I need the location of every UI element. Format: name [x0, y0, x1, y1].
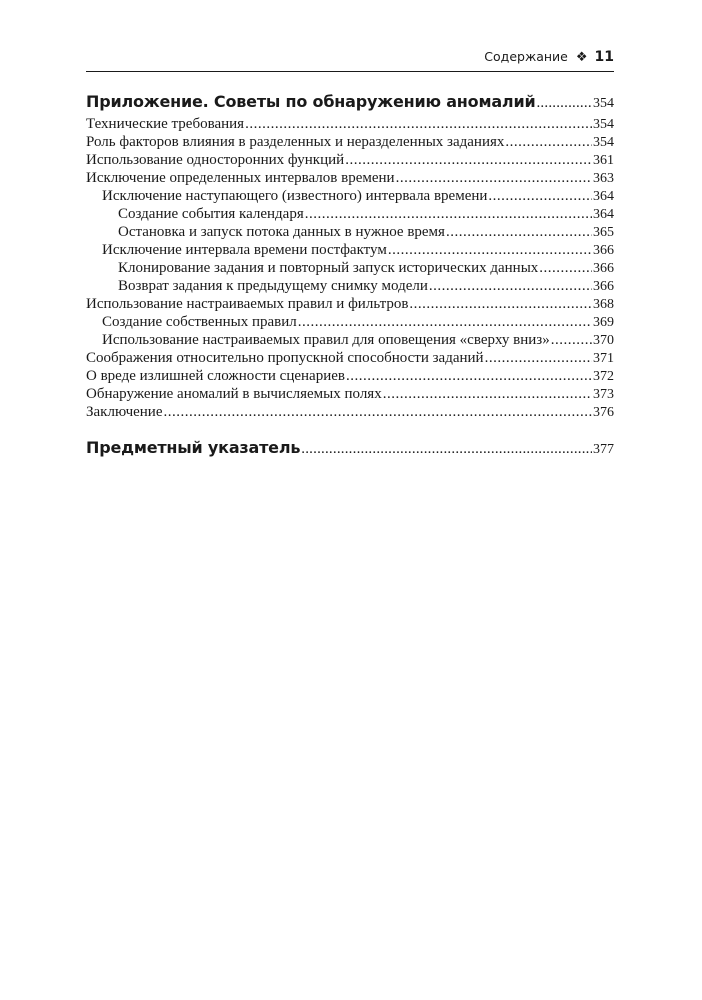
toc-entry-subsub[interactable]: [118, 224, 614, 241]
toc-entry-page: 370: [593, 333, 614, 348]
header-rule: [86, 71, 614, 72]
toc-entry-page: 373: [593, 387, 614, 402]
toc-entry[interactable]: [86, 350, 614, 367]
toc-entry-page: 366: [593, 243, 614, 258]
dot-leader: [536, 95, 592, 112]
dot-leader: [409, 296, 592, 313]
dot-leader: [345, 152, 592, 169]
dot-leader: [245, 116, 592, 133]
toc-entry[interactable]: [86, 404, 614, 421]
toc-entry-appendix[interactable]: [86, 92, 614, 112]
four-diamond-icon: ❖: [575, 50, 588, 65]
toc-entry[interactable]: [86, 152, 614, 169]
toc-entry[interactable]: [86, 170, 614, 187]
book-page: [86, 0, 614, 1000]
toc-entry-title: Роль факторов влияния в разделенных и неразделенных заданиях: [86, 134, 505, 150]
toc-entry-page: 376: [593, 405, 614, 420]
toc-entry-page: 354: [593, 135, 614, 150]
dot-leader: [429, 278, 592, 295]
toc-entry-page: 377: [593, 442, 614, 457]
running-header: [86, 49, 614, 69]
toc-entry-title: Клонирование задания и повторный запуск исторических данных: [118, 260, 539, 276]
dot-leader: [164, 404, 593, 421]
toc-entry-title: О вреде излишней сложности сценариев: [86, 368, 345, 384]
toc-entry-sub[interactable]: [102, 332, 614, 349]
dot-leader: [346, 368, 592, 385]
toc-entry-page: 366: [593, 279, 614, 294]
toc-entry[interactable]: [86, 386, 614, 403]
dot-leader: [305, 206, 592, 223]
toc-entry-page: 365: [593, 225, 614, 240]
dot-leader: [485, 350, 592, 367]
header-page-number: 11: [594, 49, 614, 65]
toc-entry-title: Использование настраиваемых правил и фильтров: [86, 296, 409, 312]
toc-entry-page: 354: [593, 117, 614, 132]
toc-entry-page: 368: [593, 297, 614, 312]
dot-leader: [551, 332, 592, 349]
toc-entry-sub[interactable]: [102, 188, 614, 205]
toc-entry-title: Приложение. Советы по обнаружению аномалий: [86, 92, 536, 111]
toc-entry-page: 364: [593, 189, 614, 204]
toc-entry-title: Возврат задания к предыдущему снимку модели: [118, 278, 428, 294]
dot-leader: [298, 314, 592, 331]
dot-leader: [539, 260, 592, 277]
toc-entry-page: 366: [593, 261, 614, 276]
toc-entry-title: Исключение интервала времени постфактум: [102, 242, 387, 258]
toc-entry[interactable]: [86, 296, 614, 313]
dot-leader: [396, 170, 592, 187]
toc-entry-sub[interactable]: [102, 242, 614, 259]
toc-entry-title: Предметный указатель: [86, 438, 301, 457]
toc-entry-page: 363: [593, 171, 614, 186]
toc-entry-index[interactable]: [86, 438, 614, 458]
toc-entry[interactable]: [86, 116, 614, 133]
toc-entry[interactable]: [86, 134, 614, 151]
toc-entry-title: Использование настраиваемых правил для оповещения «сверху вниз»: [102, 332, 550, 348]
toc-entry-title: Использование односторонних функций: [86, 152, 345, 168]
dot-leader: [488, 188, 592, 205]
toc-entry-title: Технические требования: [86, 116, 245, 132]
toc-entry-subsub[interactable]: [118, 260, 614, 277]
toc-entry-page: 369: [593, 315, 614, 330]
dot-leader: [446, 224, 592, 241]
toc-entry-title: Исключение определенных интервалов времени: [86, 170, 395, 186]
toc-entry-page: 364: [593, 207, 614, 222]
toc-entry-title: Создание события календаря: [118, 206, 304, 222]
dot-leader: [301, 441, 592, 458]
dot-leader: [388, 242, 592, 259]
toc-entry[interactable]: [86, 368, 614, 385]
toc-entry-title: Остановка и запуск потока данных в нужное время: [118, 224, 445, 240]
dot-leader: [383, 386, 592, 403]
toc-entry-page: 371: [593, 351, 614, 366]
toc-entry-subsub[interactable]: [118, 206, 614, 223]
toc-entry-page: 354: [593, 96, 614, 111]
toc-entry-title: Исключение наступающего (известного) интервала времени: [102, 188, 488, 204]
toc-entry-title: Заключение: [86, 404, 163, 420]
toc-entry-page: 372: [593, 369, 614, 384]
toc-entry-subsub[interactable]: [118, 278, 614, 295]
toc-entry-title: Соображения относительно пропускной способности заданий: [86, 350, 484, 366]
header-section-name: Содержание: [484, 49, 568, 64]
toc-entry-sub[interactable]: [102, 314, 614, 331]
toc-entry-title: Обнаружение аномалий в вычисляемых полях: [86, 386, 382, 402]
toc-entry-page: 361: [593, 153, 614, 168]
toc-entry-title: Создание собственных правил: [102, 314, 297, 330]
dot-leader: [505, 134, 592, 151]
